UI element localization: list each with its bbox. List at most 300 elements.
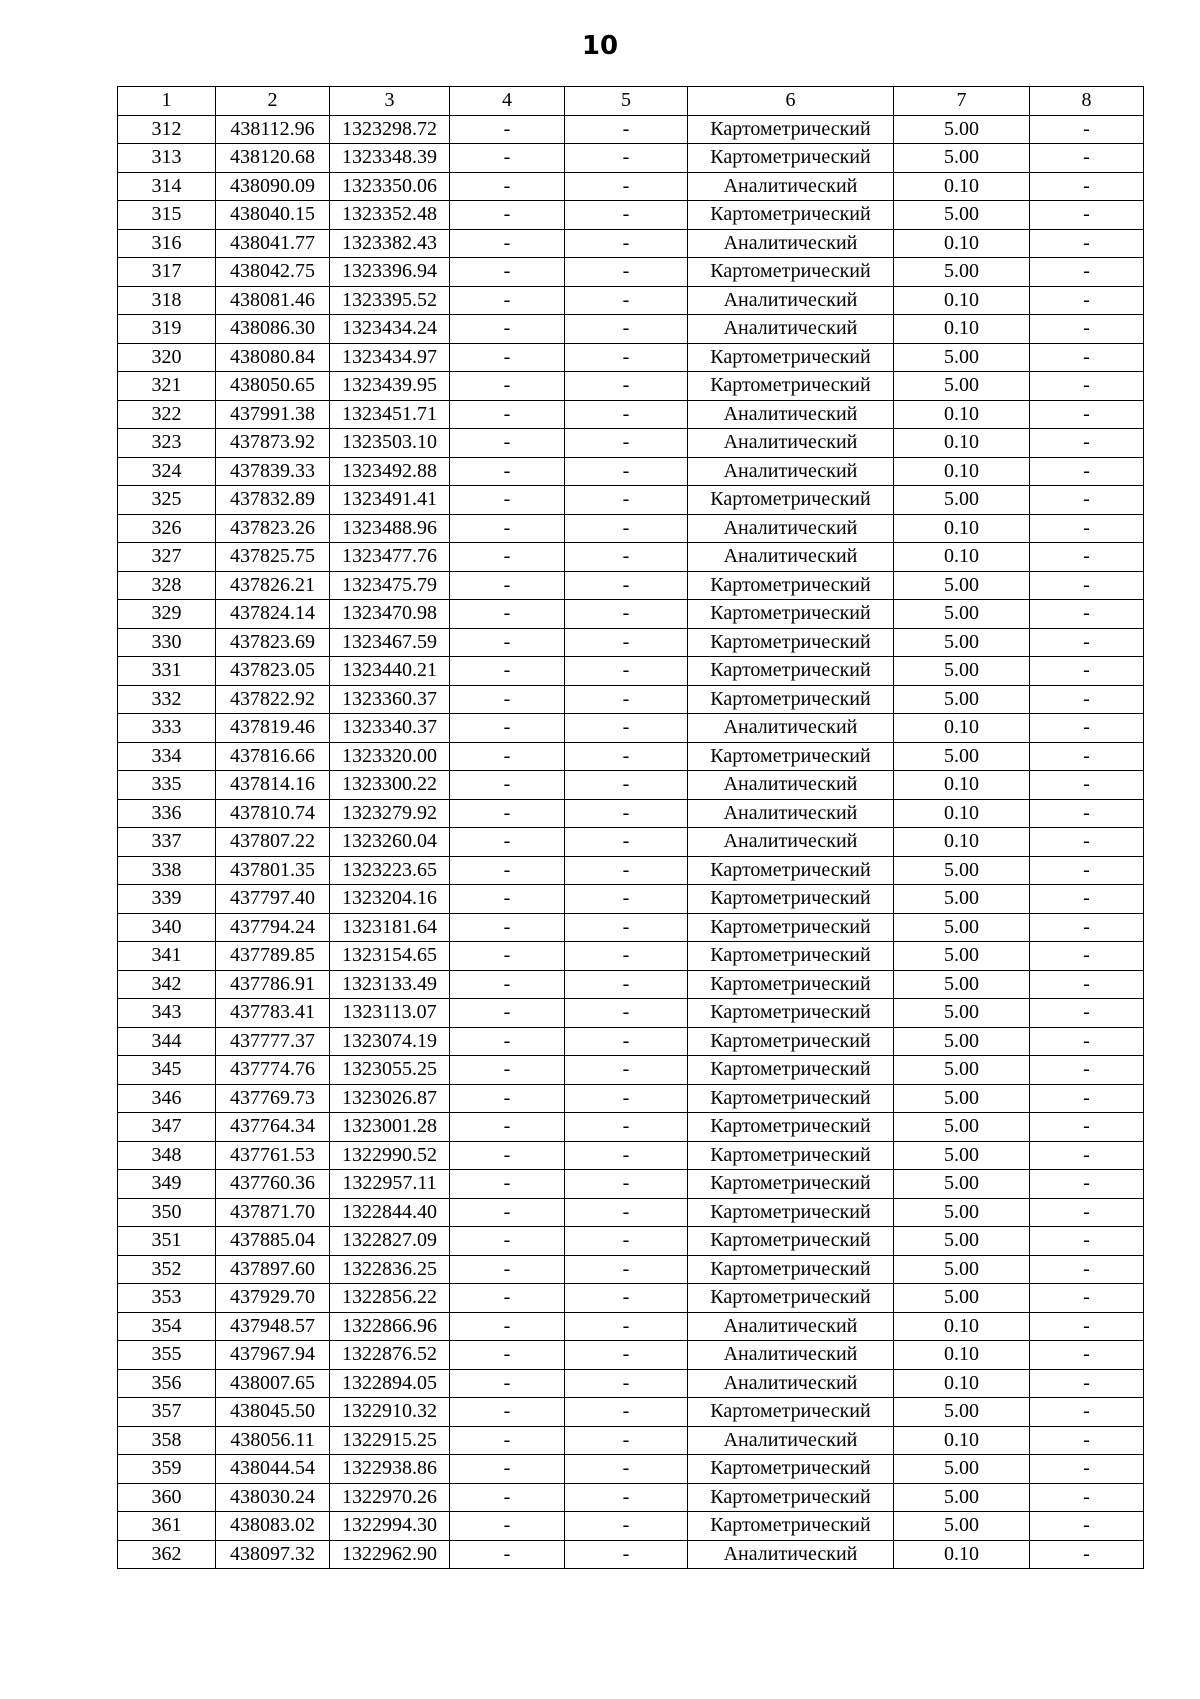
point-number-cell: 332 (118, 685, 216, 714)
x-coordinate-cell: 437801.35 (216, 856, 330, 885)
accuracy-cell: 5.00 (894, 1284, 1030, 1313)
table-row (118, 486, 1144, 515)
accuracy-cell: 5.00 (894, 1198, 1030, 1227)
accuracy-cell: 5.00 (894, 742, 1030, 771)
accuracy-cell: 5.00 (894, 571, 1030, 600)
table-row (118, 885, 1144, 914)
method-cell: Картометрический (688, 628, 894, 657)
y-coordinate-cell: 1322970.26 (330, 1483, 450, 1512)
y-coordinate-cell: 1322990.52 (330, 1141, 450, 1170)
accuracy-cell: 0.10 (894, 315, 1030, 344)
point-number-cell: 319 (118, 315, 216, 344)
accuracy-cell: 0.10 (894, 1540, 1030, 1569)
table-row (118, 1483, 1144, 1512)
method-cell: Аналитический (688, 457, 894, 486)
column-header: 3 (330, 87, 450, 116)
y-coordinate-cell: 1323026.87 (330, 1084, 450, 1113)
accuracy-cell: 5.00 (894, 970, 1030, 999)
method-cell: Картометрический (688, 913, 894, 942)
col8-value-cell: - (1030, 1141, 1144, 1170)
x-coordinate-cell: 437824.14 (216, 600, 330, 629)
col4-value-cell: - (450, 1284, 565, 1313)
method-cell: Аналитический (688, 400, 894, 429)
col4-value-cell: - (450, 372, 565, 401)
method-cell: Картометрический (688, 1455, 894, 1484)
x-coordinate-cell: 437783.41 (216, 999, 330, 1028)
y-coordinate-cell: 1322876.52 (330, 1341, 450, 1370)
y-coordinate-cell: 1322957.11 (330, 1170, 450, 1199)
col8-value-cell: - (1030, 571, 1144, 600)
accuracy-cell: 5.00 (894, 1398, 1030, 1427)
table-row (118, 229, 1144, 258)
col4-value-cell: - (450, 742, 565, 771)
column-header: 7 (894, 87, 1030, 116)
x-coordinate-cell: 437822.92 (216, 685, 330, 714)
col8-value-cell: - (1030, 1255, 1144, 1284)
method-cell: Картометрический (688, 999, 894, 1028)
table-row (118, 1312, 1144, 1341)
col4-value-cell: - (450, 970, 565, 999)
y-coordinate-cell: 1323488.96 (330, 514, 450, 543)
col8-value-cell: - (1030, 856, 1144, 885)
col4-value-cell: - (450, 600, 565, 629)
col4-value-cell: - (450, 1227, 565, 1256)
col5-value-cell: - (565, 885, 688, 914)
accuracy-cell: 5.00 (894, 657, 1030, 686)
col4-value-cell: - (450, 229, 565, 258)
y-coordinate-cell: 1323204.16 (330, 885, 450, 914)
col8-value-cell: - (1030, 229, 1144, 258)
col5-value-cell: - (565, 628, 688, 657)
method-cell: Аналитический (688, 315, 894, 344)
col5-value-cell: - (565, 172, 688, 201)
col4-value-cell: - (450, 771, 565, 800)
table-row (118, 628, 1144, 657)
accuracy-cell: 5.00 (894, 885, 1030, 914)
col8-value-cell: - (1030, 258, 1144, 287)
table-row (118, 1540, 1144, 1569)
method-cell: Аналитический (688, 828, 894, 857)
col4-value-cell: - (450, 144, 565, 173)
x-coordinate-cell: 437897.60 (216, 1255, 330, 1284)
method-cell: Картометрический (688, 571, 894, 600)
x-coordinate-cell: 438112.96 (216, 115, 330, 144)
col4-value-cell: - (450, 1455, 565, 1484)
point-number-cell: 325 (118, 486, 216, 515)
col8-value-cell: - (1030, 343, 1144, 372)
y-coordinate-cell: 1323340.37 (330, 714, 450, 743)
point-number-cell: 362 (118, 1540, 216, 1569)
col4-value-cell: - (450, 1056, 565, 1085)
col8-value-cell: - (1030, 714, 1144, 743)
column-header: 1 (118, 87, 216, 116)
y-coordinate-cell: 1323470.98 (330, 600, 450, 629)
col5-value-cell: - (565, 1483, 688, 1512)
table-row (118, 714, 1144, 743)
col8-value-cell: - (1030, 1113, 1144, 1142)
x-coordinate-cell: 437832.89 (216, 486, 330, 515)
col5-value-cell: - (565, 1170, 688, 1199)
col8-value-cell: - (1030, 1341, 1144, 1370)
table-row (118, 600, 1144, 629)
col5-value-cell: - (565, 999, 688, 1028)
col8-value-cell: - (1030, 1198, 1144, 1227)
col5-value-cell: - (565, 828, 688, 857)
col5-value-cell: - (565, 514, 688, 543)
col4-value-cell: - (450, 628, 565, 657)
col4-value-cell: - (450, 172, 565, 201)
accuracy-cell: 5.00 (894, 1512, 1030, 1541)
col5-value-cell: - (565, 942, 688, 971)
col8-value-cell: - (1030, 942, 1144, 971)
y-coordinate-cell: 1323439.95 (330, 372, 450, 401)
point-number-cell: 344 (118, 1027, 216, 1056)
y-coordinate-cell: 1323477.76 (330, 543, 450, 572)
x-coordinate-cell: 437764.34 (216, 1113, 330, 1142)
accuracy-cell: 5.00 (894, 1084, 1030, 1113)
col4-value-cell: - (450, 1084, 565, 1113)
y-coordinate-cell: 1323434.97 (330, 343, 450, 372)
y-coordinate-cell: 1322844.40 (330, 1198, 450, 1227)
accuracy-cell: 5.00 (894, 258, 1030, 287)
col5-value-cell: - (565, 372, 688, 401)
col4-value-cell: - (450, 1027, 565, 1056)
col4-value-cell: - (450, 685, 565, 714)
y-coordinate-cell: 1323113.07 (330, 999, 450, 1028)
method-cell: Картометрический (688, 657, 894, 686)
col4-value-cell: - (450, 799, 565, 828)
point-number-cell: 326 (118, 514, 216, 543)
table-row (118, 1455, 1144, 1484)
col5-value-cell: - (565, 913, 688, 942)
table-row (118, 685, 1144, 714)
point-number-cell: 352 (118, 1255, 216, 1284)
col5-value-cell: - (565, 799, 688, 828)
table-row (118, 771, 1144, 800)
method-cell: Картометрический (688, 1084, 894, 1113)
x-coordinate-cell: 437814.16 (216, 771, 330, 800)
col8-value-cell: - (1030, 514, 1144, 543)
col4-value-cell: - (450, 1369, 565, 1398)
x-coordinate-cell: 438050.65 (216, 372, 330, 401)
x-coordinate-cell: 438040.15 (216, 201, 330, 230)
method-cell: Картометрический (688, 685, 894, 714)
method-cell: Картометрический (688, 1198, 894, 1227)
point-number-cell: 327 (118, 543, 216, 572)
accuracy-cell: 0.10 (894, 1369, 1030, 1398)
x-coordinate-cell: 437823.05 (216, 657, 330, 686)
x-coordinate-cell: 437794.24 (216, 913, 330, 942)
table-row (118, 172, 1144, 201)
method-cell: Картометрический (688, 258, 894, 287)
point-number-cell: 330 (118, 628, 216, 657)
accuracy-cell: 0.10 (894, 172, 1030, 201)
col4-value-cell: - (450, 486, 565, 515)
table-row (118, 742, 1144, 771)
method-cell: Картометрический (688, 1483, 894, 1512)
table-row (118, 1398, 1144, 1427)
accuracy-cell: 0.10 (894, 1341, 1030, 1370)
col5-value-cell: - (565, 286, 688, 315)
method-cell: Аналитический (688, 799, 894, 828)
method-cell: Картометрический (688, 1113, 894, 1142)
method-cell: Картометрический (688, 1512, 894, 1541)
col8-value-cell: - (1030, 1084, 1144, 1113)
col4-value-cell: - (450, 400, 565, 429)
point-number-cell: 343 (118, 999, 216, 1028)
y-coordinate-cell: 1323440.21 (330, 657, 450, 686)
table-row (118, 942, 1144, 971)
accuracy-cell: 5.00 (894, 685, 1030, 714)
point-number-cell: 334 (118, 742, 216, 771)
table-row (118, 201, 1144, 230)
accuracy-cell: 0.10 (894, 400, 1030, 429)
accuracy-cell: 5.00 (894, 1141, 1030, 1170)
col8-value-cell: - (1030, 771, 1144, 800)
col5-value-cell: - (565, 1056, 688, 1085)
method-cell: Аналитический (688, 714, 894, 743)
y-coordinate-cell: 1322866.96 (330, 1312, 450, 1341)
x-coordinate-cell: 438090.09 (216, 172, 330, 201)
col5-value-cell: - (565, 1255, 688, 1284)
accuracy-cell: 0.10 (894, 1426, 1030, 1455)
accuracy-cell: 0.10 (894, 771, 1030, 800)
point-number-cell: 341 (118, 942, 216, 971)
accuracy-cell: 5.00 (894, 1255, 1030, 1284)
col8-value-cell: - (1030, 1170, 1144, 1199)
y-coordinate-cell: 1323475.79 (330, 571, 450, 600)
point-number-cell: 360 (118, 1483, 216, 1512)
point-number-cell: 354 (118, 1312, 216, 1341)
method-cell: Картометрический (688, 144, 894, 173)
col8-value-cell: - (1030, 372, 1144, 401)
x-coordinate-cell: 437839.33 (216, 457, 330, 486)
point-number-cell: 321 (118, 372, 216, 401)
col5-value-cell: - (565, 1312, 688, 1341)
col4-value-cell: - (450, 1312, 565, 1341)
table-row (118, 1227, 1144, 1256)
accuracy-cell: 5.00 (894, 628, 1030, 657)
x-coordinate-cell: 437769.73 (216, 1084, 330, 1113)
method-cell: Картометрический (688, 942, 894, 971)
method-cell: Картометрический (688, 343, 894, 372)
x-coordinate-cell: 438086.30 (216, 315, 330, 344)
table-row (118, 514, 1144, 543)
method-cell: Аналитический (688, 1426, 894, 1455)
table-row (118, 1056, 1144, 1085)
accuracy-cell: 5.00 (894, 856, 1030, 885)
col5-value-cell: - (565, 115, 688, 144)
table-row (118, 999, 1144, 1028)
col8-value-cell: - (1030, 913, 1144, 942)
point-number-cell: 329 (118, 600, 216, 629)
x-coordinate-cell: 437948.57 (216, 1312, 330, 1341)
method-cell: Картометрический (688, 600, 894, 629)
accuracy-cell: 0.10 (894, 457, 1030, 486)
accuracy-cell: 0.10 (894, 429, 1030, 458)
col8-value-cell: - (1030, 115, 1144, 144)
y-coordinate-cell: 1322910.32 (330, 1398, 450, 1427)
col5-value-cell: - (565, 1198, 688, 1227)
col8-value-cell: - (1030, 1369, 1144, 1398)
col5-value-cell: - (565, 742, 688, 771)
y-coordinate-cell: 1323451.71 (330, 400, 450, 429)
table-row (118, 1512, 1144, 1541)
y-coordinate-cell: 1323352.48 (330, 201, 450, 230)
col4-value-cell: - (450, 999, 565, 1028)
col5-value-cell: - (565, 343, 688, 372)
table-row (118, 1426, 1144, 1455)
method-cell: Картометрический (688, 115, 894, 144)
y-coordinate-cell: 1323396.94 (330, 258, 450, 287)
table-row (118, 1198, 1144, 1227)
x-coordinate-cell: 437991.38 (216, 400, 330, 429)
col4-value-cell: - (450, 315, 565, 344)
method-cell: Аналитический (688, 172, 894, 201)
x-coordinate-cell: 438120.68 (216, 144, 330, 173)
header-row (118, 87, 1144, 116)
x-coordinate-cell: 438041.77 (216, 229, 330, 258)
col4-value-cell: - (450, 1483, 565, 1512)
x-coordinate-cell: 438045.50 (216, 1398, 330, 1427)
x-coordinate-cell: 437810.74 (216, 799, 330, 828)
method-cell: Аналитический (688, 1341, 894, 1370)
col8-value-cell: - (1030, 685, 1144, 714)
col5-value-cell: - (565, 1512, 688, 1541)
col5-value-cell: - (565, 1227, 688, 1256)
col5-value-cell: - (565, 1284, 688, 1313)
point-number-cell: 333 (118, 714, 216, 743)
y-coordinate-cell: 1323492.88 (330, 457, 450, 486)
col4-value-cell: - (450, 828, 565, 857)
accuracy-cell: 5.00 (894, 115, 1030, 144)
y-coordinate-cell: 1323300.22 (330, 771, 450, 800)
point-number-cell: 351 (118, 1227, 216, 1256)
col8-value-cell: - (1030, 600, 1144, 629)
point-number-cell: 320 (118, 343, 216, 372)
col4-value-cell: - (450, 1341, 565, 1370)
col4-value-cell: - (450, 1512, 565, 1541)
col8-value-cell: - (1030, 1227, 1144, 1256)
method-cell: Картометрический (688, 1255, 894, 1284)
accuracy-cell: 5.00 (894, 1227, 1030, 1256)
col5-value-cell: - (565, 1113, 688, 1142)
col4-value-cell: - (450, 1255, 565, 1284)
col8-value-cell: - (1030, 172, 1144, 201)
point-number-cell: 340 (118, 913, 216, 942)
col4-value-cell: - (450, 657, 565, 686)
point-number-cell: 355 (118, 1341, 216, 1370)
point-number-cell: 317 (118, 258, 216, 287)
col8-value-cell: - (1030, 999, 1144, 1028)
col5-value-cell: - (565, 1398, 688, 1427)
y-coordinate-cell: 1323223.65 (330, 856, 450, 885)
y-coordinate-cell: 1323279.92 (330, 799, 450, 828)
accuracy-cell: 5.00 (894, 343, 1030, 372)
col5-value-cell: - (565, 400, 688, 429)
col4-value-cell: - (450, 1426, 565, 1455)
col4-value-cell: - (450, 343, 565, 372)
col4-value-cell: - (450, 1141, 565, 1170)
table-row (118, 799, 1144, 828)
y-coordinate-cell: 1323320.00 (330, 742, 450, 771)
x-coordinate-cell: 437929.70 (216, 1284, 330, 1313)
point-number-cell: 318 (118, 286, 216, 315)
accuracy-cell: 5.00 (894, 999, 1030, 1028)
method-cell: Картометрический (688, 856, 894, 885)
y-coordinate-cell: 1323467.59 (330, 628, 450, 657)
x-coordinate-cell: 437819.46 (216, 714, 330, 743)
y-coordinate-cell: 1323055.25 (330, 1056, 450, 1085)
method-cell: Картометрический (688, 1056, 894, 1085)
y-coordinate-cell: 1322962.90 (330, 1540, 450, 1569)
method-cell: Картометрический (688, 372, 894, 401)
point-number-cell: 347 (118, 1113, 216, 1142)
y-coordinate-cell: 1323382.43 (330, 229, 450, 258)
col5-value-cell: - (565, 258, 688, 287)
col8-value-cell: - (1030, 1483, 1144, 1512)
table-row (118, 1170, 1144, 1199)
accuracy-cell: 5.00 (894, 1113, 1030, 1142)
point-number-cell: 357 (118, 1398, 216, 1427)
col4-value-cell: - (450, 856, 565, 885)
col5-value-cell: - (565, 856, 688, 885)
col4-value-cell: - (450, 514, 565, 543)
col8-value-cell: - (1030, 315, 1144, 344)
col4-value-cell: - (450, 571, 565, 600)
col8-value-cell: - (1030, 1426, 1144, 1455)
x-coordinate-cell: 438030.24 (216, 1483, 330, 1512)
method-cell: Аналитический (688, 229, 894, 258)
table-row (118, 657, 1144, 686)
col4-value-cell: - (450, 457, 565, 486)
x-coordinate-cell: 437789.85 (216, 942, 330, 971)
col5-value-cell: - (565, 1341, 688, 1370)
method-cell: Картометрический (688, 1141, 894, 1170)
table-row (118, 1341, 1144, 1370)
x-coordinate-cell: 437777.37 (216, 1027, 330, 1056)
point-number-cell: 339 (118, 885, 216, 914)
accuracy-cell: 5.00 (894, 486, 1030, 515)
col5-value-cell: - (565, 1455, 688, 1484)
x-coordinate-cell: 437760.36 (216, 1170, 330, 1199)
accuracy-cell: 0.10 (894, 543, 1030, 572)
accuracy-cell: 5.00 (894, 1170, 1030, 1199)
accuracy-cell: 5.00 (894, 942, 1030, 971)
col4-value-cell: - (450, 429, 565, 458)
x-coordinate-cell: 437823.26 (216, 514, 330, 543)
point-number-cell: 328 (118, 571, 216, 600)
table-row (118, 856, 1144, 885)
col4-value-cell: - (450, 258, 565, 287)
col8-value-cell: - (1030, 1398, 1144, 1427)
method-cell: Картометрический (688, 1284, 894, 1313)
col8-value-cell: - (1030, 1512, 1144, 1541)
accuracy-cell: 5.00 (894, 372, 1030, 401)
col8-value-cell: - (1030, 1455, 1144, 1484)
column-header: 4 (450, 87, 565, 116)
method-cell: Картометрический (688, 1227, 894, 1256)
table-row (118, 286, 1144, 315)
y-coordinate-cell: 1322827.09 (330, 1227, 450, 1256)
table-row (118, 543, 1144, 572)
y-coordinate-cell: 1323074.19 (330, 1027, 450, 1056)
col5-value-cell: - (565, 714, 688, 743)
x-coordinate-cell: 438097.32 (216, 1540, 330, 1569)
col8-value-cell: - (1030, 970, 1144, 999)
table-row (118, 315, 1144, 344)
column-header: 8 (1030, 87, 1144, 116)
